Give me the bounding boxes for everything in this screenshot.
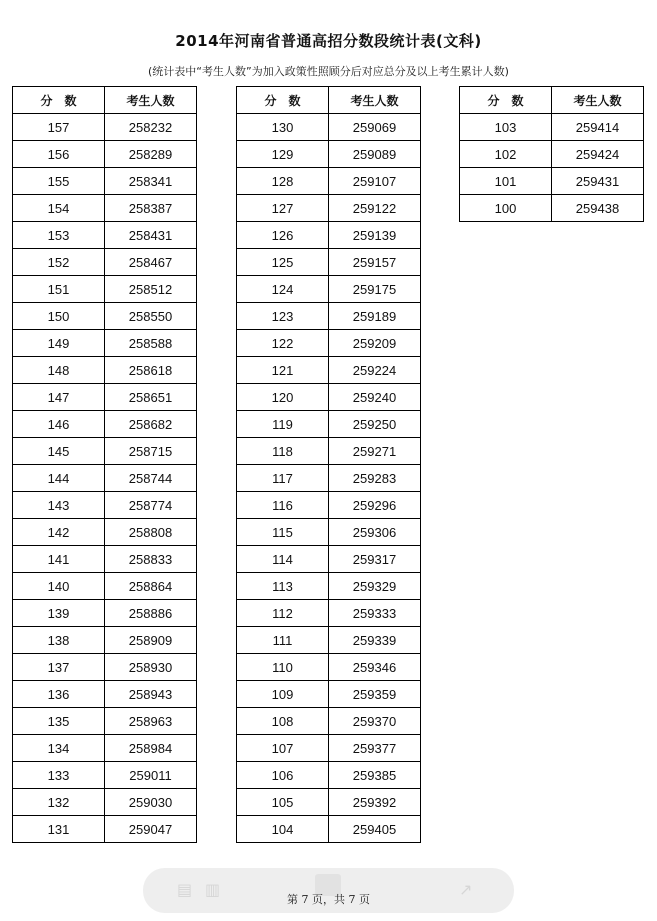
- score-cell: 122: [237, 330, 329, 357]
- table-row: [237, 654, 421, 681]
- score-cell: 149: [13, 330, 105, 357]
- score-cell: 107: [237, 735, 329, 762]
- score-cell: 145: [13, 438, 105, 465]
- score-cell: 103: [460, 114, 552, 141]
- count-cell: 258808: [105, 519, 197, 546]
- score-cell: 102: [460, 141, 552, 168]
- score-cell: 128: [237, 168, 329, 195]
- count-cell: 259392: [329, 789, 421, 816]
- table-row: [13, 438, 197, 465]
- count-cell: 258984: [105, 735, 197, 762]
- page-toolbar: [143, 868, 514, 913]
- score-cell: 117: [237, 465, 329, 492]
- score-cell: 152: [13, 249, 105, 276]
- score-cell: 131: [13, 816, 105, 843]
- save-icon[interactable]: ▤: [177, 880, 193, 899]
- count-cell: 259047: [105, 816, 197, 843]
- count-cell: 259107: [329, 168, 421, 195]
- count-cell: 259089: [329, 141, 421, 168]
- table-row: [237, 330, 421, 357]
- table-row: [13, 519, 197, 546]
- table-row: [237, 816, 421, 843]
- count-cell: 258715: [105, 438, 197, 465]
- score-cell: 133: [13, 762, 105, 789]
- count-cell: 259296: [329, 492, 421, 519]
- score-cell: 157: [13, 114, 105, 141]
- score-cell: 142: [13, 519, 105, 546]
- table-row: [460, 195, 644, 222]
- score-cell: 136: [13, 681, 105, 708]
- count-cell: 258467: [105, 249, 197, 276]
- table-row: [13, 168, 197, 195]
- table-row: [237, 114, 421, 141]
- table-row: [237, 249, 421, 276]
- count-cell: 258909: [105, 627, 197, 654]
- count-cell: 259385: [329, 762, 421, 789]
- table-row: [237, 168, 421, 195]
- score-cell: 111: [237, 627, 329, 654]
- score-cell: 116: [237, 492, 329, 519]
- count-cell: 258864: [105, 573, 197, 600]
- score-cell: 101: [460, 168, 552, 195]
- count-cell: 259370: [329, 708, 421, 735]
- count-cell: 258289: [105, 141, 197, 168]
- table-row: [237, 762, 421, 789]
- score-cell: 119: [237, 411, 329, 438]
- table-row: [13, 789, 197, 816]
- score-cell: 129: [237, 141, 329, 168]
- score-cell: 143: [13, 492, 105, 519]
- count-cell: 259224: [329, 357, 421, 384]
- count-cell: 258232: [105, 114, 197, 141]
- count-cell: 259157: [329, 249, 421, 276]
- table-row: [237, 141, 421, 168]
- count-cell: 258588: [105, 330, 197, 357]
- table-row: [13, 330, 197, 357]
- table-row: [460, 141, 644, 168]
- score-cell: 140: [13, 573, 105, 600]
- table-row: [13, 357, 197, 384]
- print-icon[interactable]: ▥: [205, 880, 221, 899]
- table-row: [237, 735, 421, 762]
- table-row: [13, 303, 197, 330]
- score-cell: 137: [13, 654, 105, 681]
- count-cell: 258387: [105, 195, 197, 222]
- score-cell: 121: [237, 357, 329, 384]
- table-row: [460, 168, 644, 195]
- table-row: [237, 384, 421, 411]
- table-row: [237, 600, 421, 627]
- table-row: [237, 573, 421, 600]
- count-cell: 259424: [552, 141, 644, 168]
- score-cell: 153: [13, 222, 105, 249]
- column-header-count: 考生人数: [552, 87, 644, 114]
- table-row: [237, 492, 421, 519]
- score-cell: 115: [237, 519, 329, 546]
- score-cell: 123: [237, 303, 329, 330]
- table-row: [13, 411, 197, 438]
- count-cell: 259122: [329, 195, 421, 222]
- score-cell: 118: [237, 438, 329, 465]
- count-cell: 258618: [105, 357, 197, 384]
- table-row: [237, 465, 421, 492]
- table-row: [237, 438, 421, 465]
- table-row: [237, 303, 421, 330]
- table-row: [13, 627, 197, 654]
- score-cell: 132: [13, 789, 105, 816]
- count-cell: 258682: [105, 411, 197, 438]
- count-cell: 259250: [329, 411, 421, 438]
- count-cell: 259069: [329, 114, 421, 141]
- table-row: [13, 384, 197, 411]
- score-cell: 134: [13, 735, 105, 762]
- count-cell: 259359: [329, 681, 421, 708]
- column-header-score: 分 数: [13, 87, 105, 114]
- count-cell: 258833: [105, 546, 197, 573]
- score-cell: 100: [460, 195, 552, 222]
- table-row: [13, 546, 197, 573]
- column-header-count: 考生人数: [105, 87, 197, 114]
- column-header-score: 分 数: [460, 87, 552, 114]
- page-subtitle: (统计表中“考生人数”为加入政策性照顾分后对应总分及以上考生累计人数): [148, 65, 509, 78]
- count-cell: 259271: [329, 438, 421, 465]
- expand-icon[interactable]: ↗: [459, 880, 473, 899]
- score-cell: 147: [13, 384, 105, 411]
- count-cell: 258774: [105, 492, 197, 519]
- table-row: [237, 276, 421, 303]
- table-row: [237, 357, 421, 384]
- table-row: [13, 141, 197, 168]
- count-cell: 259333: [329, 600, 421, 627]
- table-row: [13, 735, 197, 762]
- table-row: [13, 762, 197, 789]
- count-cell: 259175: [329, 276, 421, 303]
- score-cell: 138: [13, 627, 105, 654]
- score-cell: 135: [13, 708, 105, 735]
- table-row: [237, 222, 421, 249]
- count-cell: 259306: [329, 519, 421, 546]
- table-row: [237, 546, 421, 573]
- score-cell: 151: [13, 276, 105, 303]
- score-cell: 114: [237, 546, 329, 573]
- score-cell: 141: [13, 546, 105, 573]
- count-cell: 259139: [329, 222, 421, 249]
- score-table-3: [459, 86, 644, 222]
- table-row: [13, 249, 197, 276]
- table-row: [237, 789, 421, 816]
- count-cell: 259438: [552, 195, 644, 222]
- score-cell: 120: [237, 384, 329, 411]
- column-header-count: 考生人数: [329, 87, 421, 114]
- score-cell: 130: [237, 114, 329, 141]
- table-row: [460, 114, 644, 141]
- table-row: [13, 465, 197, 492]
- score-cell: 144: [13, 465, 105, 492]
- table-row: [237, 708, 421, 735]
- score-cell: 155: [13, 168, 105, 195]
- count-cell: 259339: [329, 627, 421, 654]
- count-cell: 259329: [329, 573, 421, 600]
- count-cell: 259431: [552, 168, 644, 195]
- page-indicator: 第 7 页，共 7 页: [287, 893, 370, 906]
- score-cell: 150: [13, 303, 105, 330]
- count-cell: 258431: [105, 222, 197, 249]
- count-cell: 259405: [329, 816, 421, 843]
- score-cell: 146: [13, 411, 105, 438]
- table-row: [13, 276, 197, 303]
- count-cell: 258341: [105, 168, 197, 195]
- table-row: [237, 195, 421, 222]
- count-cell: 258886: [105, 600, 197, 627]
- score-cell: 148: [13, 357, 105, 384]
- count-cell: 259414: [552, 114, 644, 141]
- score-cell: 105: [237, 789, 329, 816]
- count-cell: 258550: [105, 303, 197, 330]
- table-row: [237, 519, 421, 546]
- score-cell: 112: [237, 600, 329, 627]
- table-row: [13, 681, 197, 708]
- column-header-score: 分 数: [237, 87, 329, 114]
- score-table-2: [236, 86, 421, 843]
- score-cell: 113: [237, 573, 329, 600]
- count-cell: 259209: [329, 330, 421, 357]
- count-cell: 259283: [329, 465, 421, 492]
- page-title: 2014年河南省普通高招分数段统计表(文科): [175, 32, 482, 50]
- count-cell: 258744: [105, 465, 197, 492]
- count-cell: 258943: [105, 681, 197, 708]
- count-cell: 259030: [105, 789, 197, 816]
- count-cell: 258930: [105, 654, 197, 681]
- count-cell: 258512: [105, 276, 197, 303]
- count-cell: 259377: [329, 735, 421, 762]
- score-cell: 124: [237, 276, 329, 303]
- score-cell: 139: [13, 600, 105, 627]
- score-cell: 106: [237, 762, 329, 789]
- score-cell: 127: [237, 195, 329, 222]
- table-row: [237, 411, 421, 438]
- table-row: [13, 492, 197, 519]
- count-cell: 258963: [105, 708, 197, 735]
- table-row: [237, 627, 421, 654]
- score-table-1: [12, 86, 197, 843]
- table-row: [13, 114, 197, 141]
- score-cell: 104: [237, 816, 329, 843]
- score-cell: 125: [237, 249, 329, 276]
- score-cell: 108: [237, 708, 329, 735]
- count-cell: 259346: [329, 654, 421, 681]
- count-cell: 258651: [105, 384, 197, 411]
- table-row: [13, 573, 197, 600]
- count-cell: 259011: [105, 762, 197, 789]
- count-cell: 259240: [329, 384, 421, 411]
- table-row: [13, 195, 197, 222]
- score-cell: 126: [237, 222, 329, 249]
- score-cell: 109: [237, 681, 329, 708]
- table-row: [237, 681, 421, 708]
- score-cell: 156: [13, 141, 105, 168]
- table-row: [13, 654, 197, 681]
- score-cell: 110: [237, 654, 329, 681]
- score-cell: 154: [13, 195, 105, 222]
- table-row: [13, 222, 197, 249]
- table-row: [13, 600, 197, 627]
- table-row: [13, 816, 197, 843]
- count-cell: 259317: [329, 546, 421, 573]
- table-row: [13, 708, 197, 735]
- count-cell: 259189: [329, 303, 421, 330]
